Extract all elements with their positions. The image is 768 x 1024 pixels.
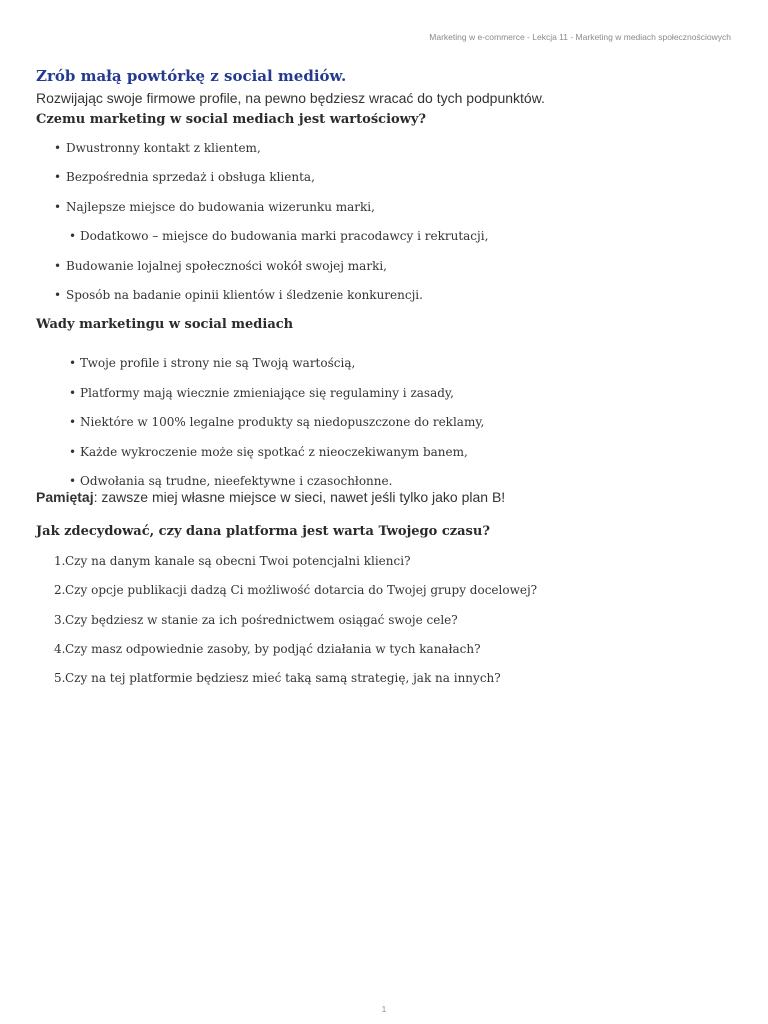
bullet-icon: • (69, 385, 77, 400)
cons-heading: Wady marketingu w social mediach (36, 317, 294, 333)
list-item-text: Najlepsze miejsce do budowania wizerunku marki, (66, 199, 375, 214)
list-item (36, 385, 736, 414)
bullet-icon: • (54, 287, 62, 302)
numbered-item (36, 612, 736, 641)
bullet-icon: • (54, 258, 62, 273)
list-item-text: Dodatkowo – miejsce do budowania marki pracodawcy i rekrutacji, (80, 229, 489, 244)
numbered-item-text: Czy na tej platformie będziesz mieć taką samą strategię, jak na innych? (65, 671, 501, 686)
bullet-icon: • (69, 356, 77, 371)
item-number: 5. (54, 671, 66, 686)
bullet-icon: • (54, 170, 62, 185)
remember-note (36, 488, 736, 506)
remember-text: : zawsze miej własne miejsce w sieci, nawet jeśli tylko jako plan B! (93, 488, 506, 505)
numbered-item (36, 582, 736, 611)
list-item (36, 140, 736, 169)
choose-heading: Jak zdecydować, czy dana platforma jest warta Twojego czasu? (36, 523, 490, 539)
list-item-text: Odwołania są trudne, nieefektywne i czasochłonne. (80, 473, 393, 488)
numbered-item (36, 553, 736, 582)
bullet-icon: • (69, 229, 77, 244)
list-item-text: Budowanie lojalnej społeczności wokół swojej marki, (66, 258, 387, 273)
list-item (36, 199, 736, 228)
list-item-nested (36, 228, 736, 257)
value-list (36, 140, 736, 316)
numbered-item (36, 641, 736, 670)
numbered-item-text: Czy na danym kanale są obecni Twoi potencjalni klienci? (65, 553, 411, 568)
list-item (36, 444, 736, 473)
list-item-text: Sposób na badanie opinii klientów i śledzenie konkurencji. (66, 287, 423, 302)
list-item-text: Niektóre w 100% legalne produkty są niedopuszczone do reklamy, (80, 415, 485, 430)
list-item-text: Platformy mają wiecznie zmieniające się regulaminy i zasady, (80, 385, 454, 400)
item-number: 2. (54, 583, 66, 598)
bullet-icon: • (69, 473, 77, 488)
list-item (36, 287, 736, 316)
item-number: 3. (54, 612, 66, 627)
list-item-text: Bezpośrednia sprzedaż i obsługa klienta, (66, 170, 315, 185)
list-item (36, 473, 736, 488)
intro-text: Rozwijając swoje firmowe profile, na pewno będziesz wracać do tych podpunktów. (36, 90, 545, 106)
value-heading: Czemu marketing w social mediach jest wartościowy? (36, 112, 427, 127)
bullet-icon: • (54, 141, 62, 155)
list-item-text: Każde wykroczenie może się spotkać z nieoczekiwanym banem, (80, 444, 468, 459)
bullet-icon: • (69, 444, 77, 459)
numbered-item-text: Czy będziesz w stanie za ich pośrednictwem osiągać swoje cele? (65, 612, 458, 627)
running-header: Marketing w e-commerce - Lekcja 11 - Marketing w mediach społecznościowych (429, 32, 731, 42)
list-item (36, 355, 736, 384)
item-number: 1. (54, 553, 66, 568)
cons-list (36, 355, 736, 488)
choose-list (36, 553, 736, 700)
numbered-item (36, 670, 736, 699)
bullet-icon: • (69, 415, 77, 430)
list-item (36, 414, 736, 443)
page-content (36, 66, 736, 700)
remember-label: Pamiętaj (36, 488, 94, 505)
list-item (36, 258, 736, 287)
numbered-item-text: Czy opcje publikacji dadzą Ci możliwość dotarcia do Twojej grupy docelowej? (65, 583, 538, 598)
list-item-text: Dwustronny kontakt z klientem, (66, 141, 261, 155)
page-title: Zrób małą powtórkę z social mediów. (36, 67, 347, 85)
page-number: 1 (381, 1005, 387, 1014)
list-item-text: Twoje profile i strony nie są Twoją wartością, (80, 356, 356, 371)
bullet-icon: • (54, 199, 62, 214)
list-item (36, 169, 736, 198)
numbered-item-text: Czy masz odpowiednie zasoby, by podjąć działania w tych kanałach? (65, 642, 481, 657)
item-number: 4. (54, 642, 66, 657)
